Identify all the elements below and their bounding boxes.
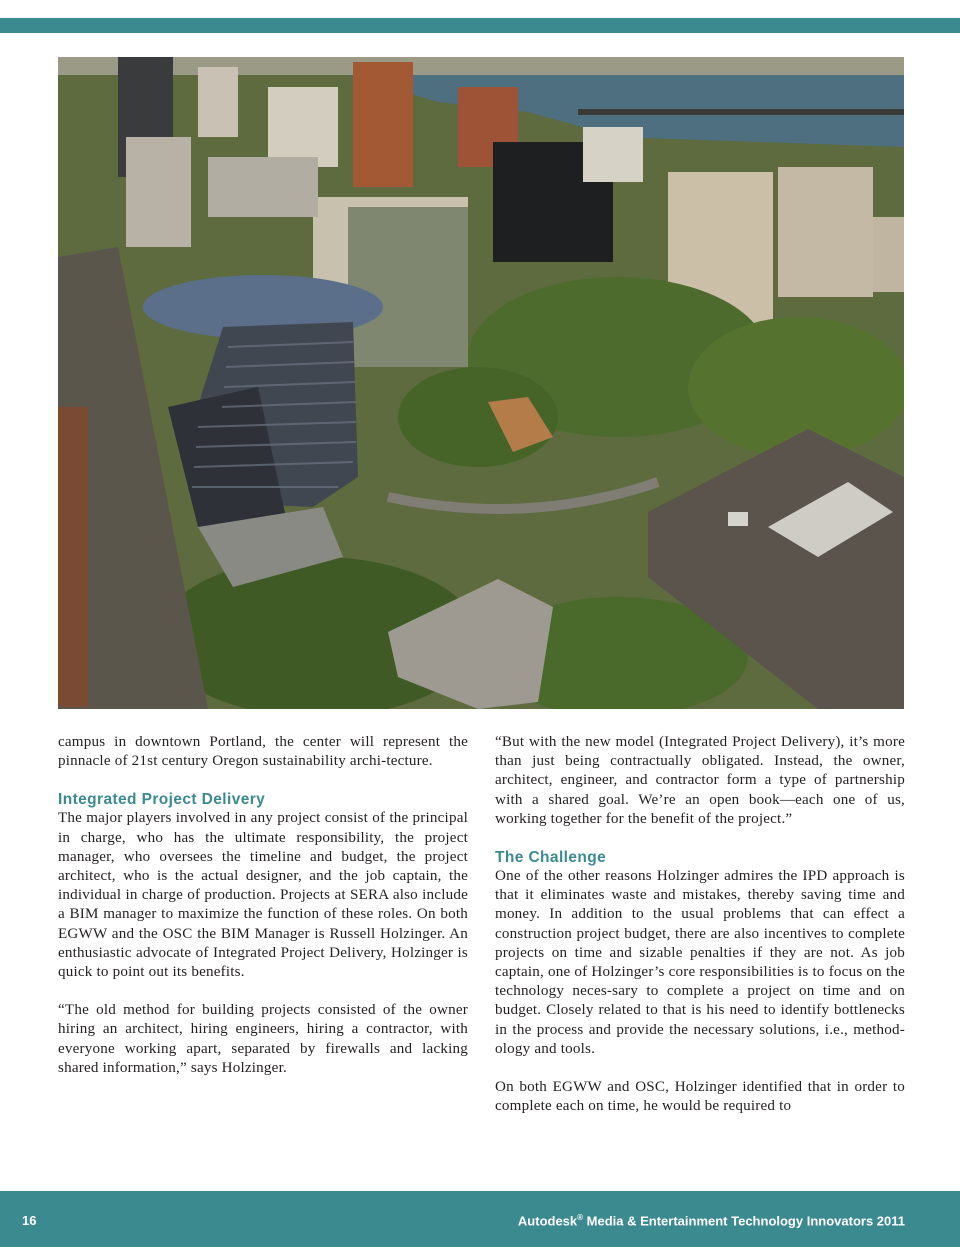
footer-title-rest: Media & Entertainment Technology Innovators 2011 — [583, 1213, 905, 1229]
footer-brand: Autodesk — [517, 1213, 578, 1229]
heading-the-challenge: The Challenge — [495, 849, 607, 867]
left-paragraph-1: campus in downtown Portland, the center will represent the pinnacle of 21st century Oregon sustainability archi-tecture. — [58, 734, 468, 770]
right-paragraph-2: One of the other reasons Holzinger admires the IPD approach is that it eliminates waste and mistakes, thereby saving time and money. In addition to the usual problems that can effect a construction project budget, there are also incentives to complete projects on time and sizable penalties if they are not. As job captain, one of Holzinger’s core responsibilities is to focus on the technology neces-sary to complete a project on time and on budget. Closely related to that is his need to identify bottlenecks in the process and provide the necessary solutions, i.e., method-ology and tools. — [495, 868, 905, 1057]
left-column — [58, 733, 468, 1097]
top-accent-bar — [0, 18, 960, 33]
left-paragraph-2: The major players involved in any project consist of the principal in charge, who has the ultimate responsibility, the project manager, who oversees the timeline and budget, the project architect, who is the actual designer, and the job captain, the individual in charge of production. Projects at SERA also include a BIM manager to maximize the function of these roles. On both EGWW and the OSC the BIM Manager is Russell Holzinger. An enthusiastic advocate of Integrated Project Delivery, Holzinger is quick to point out its benefits. — [58, 810, 468, 981]
left-paragraph-3: “The old method for building projects consisted of the owner hiring an architect, hiring engineers, hiring a contractor, with everyone working apart, separated by firewalls and lacking shared information,” says Holzinger. — [58, 1002, 468, 1076]
registered-mark: ® — [577, 1213, 584, 1222]
footer-bar — [0, 1191, 960, 1247]
right-column — [495, 733, 905, 1135]
footer-publication-title — [518, 1213, 905, 1228]
right-paragraph-1: “But with the new model (Integrated Project Delivery), it’s more than just being contractually obligated. Instead, the owner, architect, engineer, and contractor form a type of partnership with a shared goal. We’re an open book—each one of us, working together for the benefit of the project.” — [495, 734, 905, 827]
heading-integrated-project-delivery: Integrated Project Delivery — [58, 791, 266, 809]
right-paragraph-3: On both EGWW and OSC, Holzinger identified that in order to complete each on time, he would be required to — [495, 1079, 905, 1115]
aerial-city-photo — [58, 57, 904, 709]
page-number: 16 — [22, 1213, 37, 1228]
